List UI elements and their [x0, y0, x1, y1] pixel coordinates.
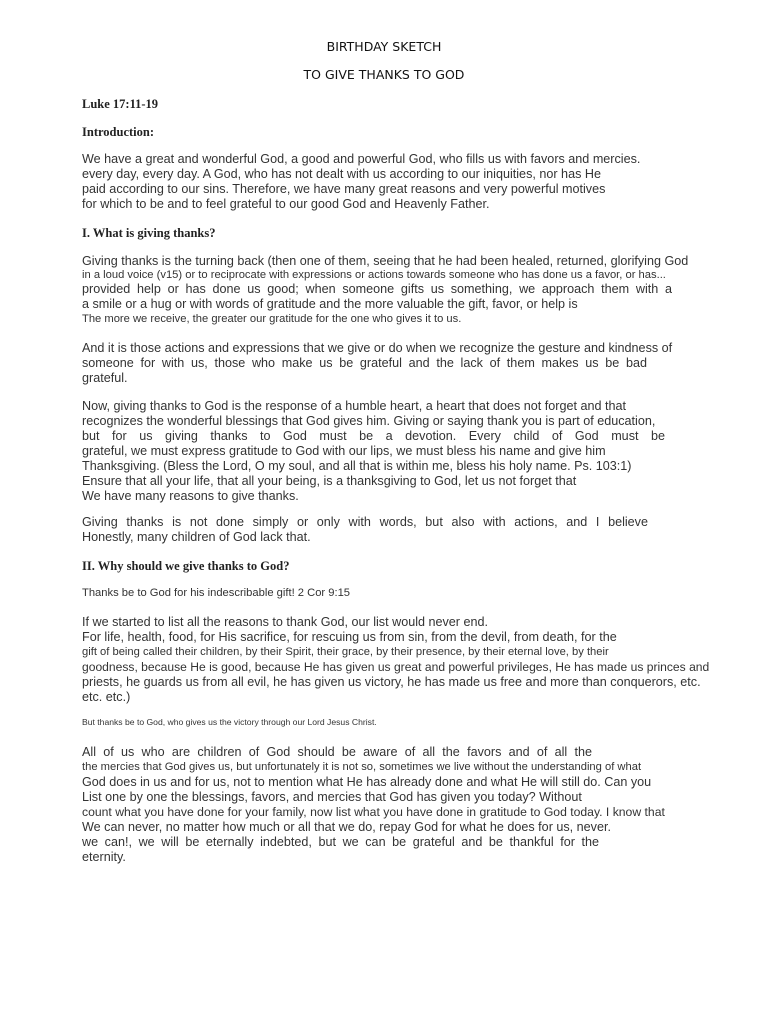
- section-1-paragraph-4: [82, 515, 714, 545]
- text-line: The more we receive, the greater our gratitude for the one who gives it to us.: [82, 313, 462, 325]
- text-line: God does in us and for us, not to mention what He has already done and what He will still do. Can you: [82, 775, 652, 789]
- text-line: someone for with us, those who make us be grateful and the lack of them makes us be bad: [82, 356, 647, 370]
- text-line: Ensure that all your life, that all your being, is a thanksgiving to God, let us not forget that: [82, 474, 577, 488]
- text-line: gift of being called their children, by their Spirit, their grace, by their presence, by their eternal love, by their: [82, 646, 609, 658]
- text-line: for which to be and to feel grateful to our good God and Heavenly Father.: [82, 197, 490, 211]
- text-line: For life, health, food, for His sacrifice, for rescuing us from sin, from the devil, from death, for the: [82, 630, 617, 644]
- section-2-paragraph-1: [82, 615, 714, 705]
- text-line: we can!, we will be eternally indebted, but we can be grateful and be thankful for the: [82, 835, 599, 849]
- section-2-verse-2: [82, 716, 714, 729]
- text-line: but for us giving thanks to God must be a devotion. Every child of God must be: [82, 429, 665, 443]
- text-line: We have many reasons to give thanks.: [82, 489, 299, 503]
- text-line: And it is those actions and expressions that we give or do when we recognize the gesture and kindness of: [82, 341, 673, 355]
- text-line: etc. etc.): [82, 690, 131, 704]
- section-1-paragraph-1: [82, 254, 714, 326]
- text-line: List one by one the blessings, favors, and mercies that God has given you today? Without: [82, 790, 582, 804]
- text-line: But thanks be to God, who gives us the victory through our Lord Jesus Christ.: [82, 717, 377, 727]
- text-line: grateful, we must express gratitude to God with our lips, we must bless his name and give him: [82, 444, 606, 458]
- text-line: a smile or a hug or with words of gratitude and the more valuable the gift, favor, or help is: [82, 297, 578, 311]
- text-line: We can never, no matter how much or all that we do, repay God for what he does for us, never.: [82, 820, 611, 834]
- text-line: recognizes the wonderful blessings that God gives him. Giving or saying thank you is part of education,: [82, 414, 656, 428]
- text-line: grateful.: [82, 371, 128, 385]
- text-line: We have a great and wonderful God, a good and powerful God, who fills us with favors and mercies.: [82, 152, 641, 166]
- text-line: Honestly, many children of God lack that.: [82, 530, 311, 544]
- section-2-heading: II. Why should we give thanks to God?: [82, 559, 290, 573]
- text-line: paid according to our sins. Therefore, we have many great reasons and very powerful motives: [82, 182, 606, 196]
- text-line: in a loud voice (v15) or to reciprocate with expressions or actions towards someone who has done us a favor, or has...: [82, 269, 666, 281]
- section-2-verse: [82, 586, 714, 601]
- text-line: priests, he guards us from all evil, he has given us victory, he has made us free and more than conquerors, etc.: [82, 675, 701, 689]
- text-line: Giving thanks is the turning back (then one of them, seeing that he had been healed, returned, glorifying God: [82, 254, 689, 268]
- text-line: goodness, because He is good, because He has given us great and powerful privileges, He has made us princes and: [82, 660, 710, 674]
- text-line: every day, every day. A God, who has not dealt with us according to our iniquities, nor has He: [82, 167, 601, 181]
- document-subtitle: TO GIVE THANKS TO GOD: [303, 67, 465, 82]
- document-title: BIRTHDAY SKETCH: [326, 39, 442, 54]
- scripture-reference: Luke 17:11-19: [82, 97, 159, 111]
- text-line: If we started to list all the reasons to thank God, our list would never end.: [82, 615, 489, 629]
- text-line: count what you have done for your family, now list what you have done in gratitude to God today. I know that: [82, 805, 665, 819]
- text-line: Now, giving thanks to God is the response of a humble heart, a heart that does not forget and that: [82, 399, 626, 413]
- text-line: Giving thanks is not done simply or only with words, but also with actions, and I believe: [82, 515, 648, 529]
- text-line: provided help or has done us good; when someone gifts us something, we approach them with a: [82, 282, 672, 296]
- introduction-heading: Introduction:: [82, 125, 155, 139]
- text-line: Thanks be to God for his indescribable gift! 2 Cor 9:15: [82, 587, 351, 599]
- text-line: Thanksgiving. (Bless the Lord, O my soul, and all that is within me, bless his holy name. Ps. 103:1): [82, 459, 632, 473]
- section-2-paragraph-2: [82, 745, 714, 865]
- section-1-heading: I. What is giving thanks?: [82, 226, 216, 240]
- section-1-paragraph-3: [82, 399, 714, 504]
- text-line: eternity.: [82, 850, 126, 864]
- section-1-paragraph-2: [82, 341, 714, 386]
- introduction-paragraph: [82, 152, 714, 212]
- text-line: All of us who are children of God should be aware of all the favors and of all the: [82, 745, 592, 759]
- text-line: the mercies that God gives us, but unfortunately it is not so, sometimes we live without the understanding of what: [82, 761, 642, 773]
